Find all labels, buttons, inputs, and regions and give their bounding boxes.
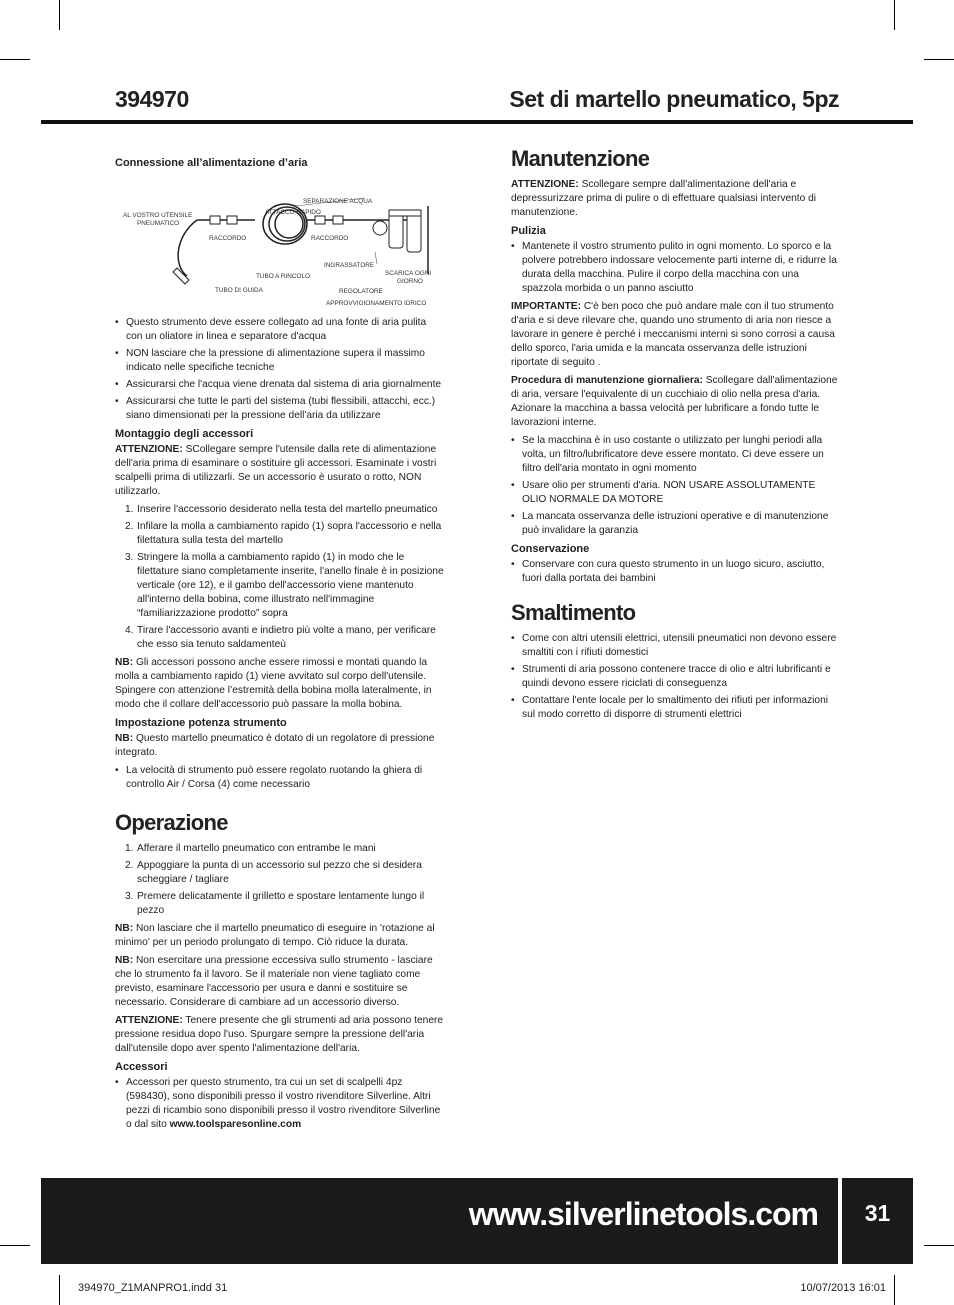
label-tubo-rincolo: TUBO A RINCOLO xyxy=(256,273,310,280)
list-item: • Se la macchina è in uso costante o utilizzato per lunghi periodi alla volta, un filtro/lubrificatore deve essere montato. Ci deve essere un filtro dell'aria montato in ogni momento xyxy=(511,434,839,476)
procedura-text: Scollegare dall'alimentazione di aria, versare l'equivalente di un cucchiaio di olio nella presa d'aria. Azionare la macchina a bassa velocità per lubrificare a fondo tutte le lavorazioni interne. xyxy=(511,375,838,428)
potenza-note xyxy=(115,732,445,760)
smaltimento-bullets xyxy=(511,632,839,722)
step-number: 2. xyxy=(125,521,134,532)
date-slug: 10/07/2013 16:01 xyxy=(800,1282,886,1294)
label-tubo-guida: TUBO DI GUIDA xyxy=(215,287,263,294)
montaggio-steps xyxy=(115,503,445,652)
warning-label: ATTENZIONE: xyxy=(511,179,579,190)
note-label: NB: xyxy=(115,923,134,934)
operazione-heading: Operazione xyxy=(115,810,228,835)
operazione-note-2 xyxy=(115,954,445,1010)
footer-bar xyxy=(41,1178,838,1264)
warning-text: SCollegare sempre l'utensile dalla rete di alimentazione dell'aria prima di esaminare o sostituire gli accessori. Esaminate i vostri scalpelli prima di utilizzarli. Se un accessorio è usurato o rotto, NON utilizzarlo. xyxy=(115,444,437,497)
conservazione-heading: Conservazione xyxy=(511,543,590,555)
product-code: 394970 xyxy=(115,86,189,112)
list-item: • Conservare con cura questo strumento in un luogo sicuro, asciutto, fuori dalla portata dei bambini xyxy=(511,558,839,586)
pulizia-bullets xyxy=(511,240,839,296)
potenza-bullets xyxy=(115,764,445,792)
label-scarica-1: SCARICA OGNI xyxy=(385,270,432,277)
operazione-note-1 xyxy=(115,922,445,950)
file-slug: 394970_Z1MANPRO1.indd 31 xyxy=(78,1282,228,1294)
list-item xyxy=(115,520,445,548)
montaggio-note xyxy=(115,656,445,712)
conservazione-bullets xyxy=(511,558,839,586)
crop-mark xyxy=(59,1275,60,1305)
crop-mark xyxy=(924,59,954,60)
accessori-text: Accessori per questo strumento, tra cui un set di scalpelli 4pz (598430), sono disponibili presso il vostro rivenditore Silverline. Altri pezzi di ricambio sono disponibili presso il vostro rivenditore Silverline o dal sito xyxy=(126,1077,441,1130)
smaltimento-heading: Smaltimento xyxy=(511,600,636,625)
warning-label: ATTENZIONE: xyxy=(115,444,183,455)
spares-link[interactable]: www.toolsparesonline.com xyxy=(169,1119,302,1130)
label-regolatore: REGOLATORE xyxy=(339,288,383,295)
pulizia-heading: Pulizia xyxy=(511,225,546,237)
list-item: • Questo strumento deve essere collegato ad una fonte di aria pulita con un oliatore in linea e separatore d'acqua xyxy=(115,316,445,344)
operazione-steps xyxy=(115,842,445,918)
warning-label: ATTENZIONE: xyxy=(115,1015,183,1026)
crop-mark xyxy=(0,59,30,60)
potenza-heading: Impostazione potenza strumento xyxy=(115,717,287,729)
manutenzione-heading: Manutenzione xyxy=(511,146,650,171)
list-item xyxy=(115,859,445,887)
label-separazione: SEPARAZIONE ACQUA xyxy=(303,198,373,205)
list-item xyxy=(115,842,445,856)
header-rule xyxy=(41,120,913,124)
list-item: • Usare olio per strumenti d'aria. NON USARE ASSOLUTAMENTE OLIO NORMALE DA MOTORE xyxy=(511,479,839,507)
crop-mark xyxy=(59,0,60,30)
accessori-heading: Accessori xyxy=(115,1061,168,1073)
website-link[interactable]: www.silverlinetools.com xyxy=(468,1196,818,1232)
importante-text: C'è ben poco che può andare male con il tuo strumento d'aria e si deve rilevare che, quando uno strumento di aria non riesce a lavorare in genere è perché i meccanismi interni si sono corrosi a causa dello sporco, l'aria umida e la mancata osservanza delle istruzioni riportate di seguito . xyxy=(511,301,835,368)
label-approvvigionamento: APPROVVIGIONAMENTO IDRICO xyxy=(326,300,427,307)
list-item: • Mantenete il vostro strumento pulito in ogni momento. Lo sporco e la polvere potrebbero indossare velocemente parti interne di, e ridurre la durata della macchina. Pulire il corpo della macchina con una spazzola morbida o un panno asciutto xyxy=(511,240,839,296)
step-text: Afferare il martello pneumatico con entrambe le mani xyxy=(137,843,376,854)
list-item: • Assicurarsi che l'acqua viene drenata dal sistema di aria giornalmente xyxy=(115,378,445,392)
note-text: Non lasciare che il martello pneumatico di eseguire in 'rotazione al minimo' per un periodo prolungato di tempo. Ciò riduce la durata. xyxy=(115,923,435,948)
label-attacco: ATTACCO RAPIDO xyxy=(265,209,321,216)
warning-text: Tenere presente che gli strumenti ad aria possono tenere pressione residua dopo l'uso. Spurgare sempre la pressione dell'aria dall'utensile dopo aver spento l'alimentazione dell'aria. xyxy=(115,1015,444,1054)
label-raccordo-left: RACCORDO xyxy=(209,235,247,242)
step-text: Premere delicatamente il grilletto e spostare lentamente lungo il pezzo xyxy=(137,891,425,916)
label-utensile-2: PNEUMATICO xyxy=(137,220,180,227)
note-text: Non esercitare una pressione eccessiva sullo strumento - lasciare che lo strumento fa il lavoro. Se il materiale non viene tagliato come previsto, esaminare l'accessorio per usura e danni e sostituire se necessario. Considerare di cambiare ad un accessorio diverso. xyxy=(115,955,433,1008)
step-text: Appoggiare la punta di un accessorio sul pezzo che si desidera scheggiare / tagliare xyxy=(137,860,422,885)
intro-bullets xyxy=(115,316,445,423)
montaggio-warning xyxy=(115,443,445,499)
label-utensile-1: AL VOSTRO UTENSILE xyxy=(123,212,193,219)
note-label: NB: xyxy=(115,657,134,668)
label-ingrassatore: INGRASSATORE xyxy=(324,262,375,269)
crop-mark xyxy=(924,1245,954,1246)
step-text: Infilare la molla a cambiamento rapido (1) sopra l'accessorio e nella filettatura sulla testa del martello xyxy=(137,521,442,546)
list-item xyxy=(115,624,445,652)
step-number: 3. xyxy=(125,552,134,563)
note-text: Questo martello pneumatico è dotato di un regolatore di pressione integrato. xyxy=(115,733,435,758)
list-item xyxy=(115,503,445,517)
procedura-label: Procedura di manutenzione giornaliera: xyxy=(511,375,703,386)
step-text: Inserire l'accessorio desiderato nella testa del martello pneumatico xyxy=(137,504,438,515)
procedura-bullets xyxy=(511,434,839,538)
list-item: • La velocità di strumento può essere regolato ruotando la ghiera di controllo Air / Corsa (4) come necessario xyxy=(115,764,445,792)
step-number: 1. xyxy=(125,504,134,515)
montaggio-heading: Montaggio degli accessori xyxy=(115,428,254,440)
procedura-note xyxy=(511,374,839,430)
note-text: Gli accessori possono anche essere rimossi e montati quando la molla a cambiamento rapido (1) viene avvitato sul corpo dell'utensile. Spingere con attenzione l’estremità della bobina molla lateralmente, in modo che il collare dell'accessorio può passare la molla bobina. xyxy=(115,657,432,710)
operazione-warning xyxy=(115,1014,445,1056)
importante-note xyxy=(511,300,839,370)
step-number: 3. xyxy=(125,891,134,902)
step-number: 1. xyxy=(125,843,134,854)
manutenzione-warning xyxy=(511,178,839,220)
label-raccordo-right: RACCORDO xyxy=(311,235,349,242)
step-number: 4. xyxy=(125,625,134,636)
crop-mark xyxy=(0,1245,30,1246)
list-item: • Assicurarsi che tutte le parti del sistema (tubi flessibili, attacchi, ecc.) siano dimensionati per la pressione dell'aria da utilizzare xyxy=(115,395,445,423)
list-item xyxy=(115,890,445,918)
list-item: • Come con altri utensili elettrici, utensili pneumatici non devono essere smaltiti con i rifiuti domestici xyxy=(511,632,839,660)
page-number-box xyxy=(842,1178,913,1264)
label-scarica-2: GIORNO xyxy=(397,278,423,285)
step-number: 2. xyxy=(125,860,134,871)
list-item xyxy=(115,551,445,621)
list-item: • Strumenti di aria possono contenere tracce di olio e altri lubrificanti e quindi devono essere riciclati di conseguenza xyxy=(511,663,839,691)
right-column xyxy=(511,146,839,726)
list-item: • Contattare l'ente locale per lo smaltimento dei rifiuti per informazioni sul modo corretto di disporre di strumenti elettrici xyxy=(511,694,839,722)
list-item: • NON lasciare che la pressione di alimentazione supera il massimo indicato nelle specifiche tecniche xyxy=(115,347,445,375)
diagram-heading: Connessione all’alimentazione d’aria xyxy=(115,157,308,169)
crop-mark xyxy=(894,1275,895,1305)
note-label: NB: xyxy=(115,955,134,966)
step-text: Tirare l'accessorio avanti e indietro più volte a mano, per verificare che esso sia tenuto saldamenteù xyxy=(137,625,436,650)
note-label: NB: xyxy=(115,733,134,744)
left-column xyxy=(115,152,445,1136)
step-text: Stringere la molla a cambiamento rapido (1) in modo che le filettature siano completamente inserite, l'anello finale è in posizione verticale (ore 12), e il gambo dell'accessorio viene mantenuto all'interno della bobina, come illustrato nell'immagine “familiarizzazione prodotto” sopra xyxy=(137,552,444,619)
air-supply-diagram xyxy=(115,176,445,307)
list-item xyxy=(115,1076,445,1132)
importante-label: IMPORTANTE: xyxy=(511,301,581,312)
crop-mark xyxy=(894,0,895,30)
page-title: Set di martello pneumatico, 5pz xyxy=(509,86,839,112)
warning-text: Scollegare sempre dall'alimentazione dell'aria e depressurizzare prima di pulire o di effettuare qualsiasi intervento di manutenzione. xyxy=(511,179,817,218)
accessori-bullets xyxy=(115,1076,445,1132)
list-item: • La mancata osservanza delle istruzioni operative e di manutenzione può invalidare la garanzia xyxy=(511,510,839,538)
page-number: 31 xyxy=(864,1200,891,1226)
